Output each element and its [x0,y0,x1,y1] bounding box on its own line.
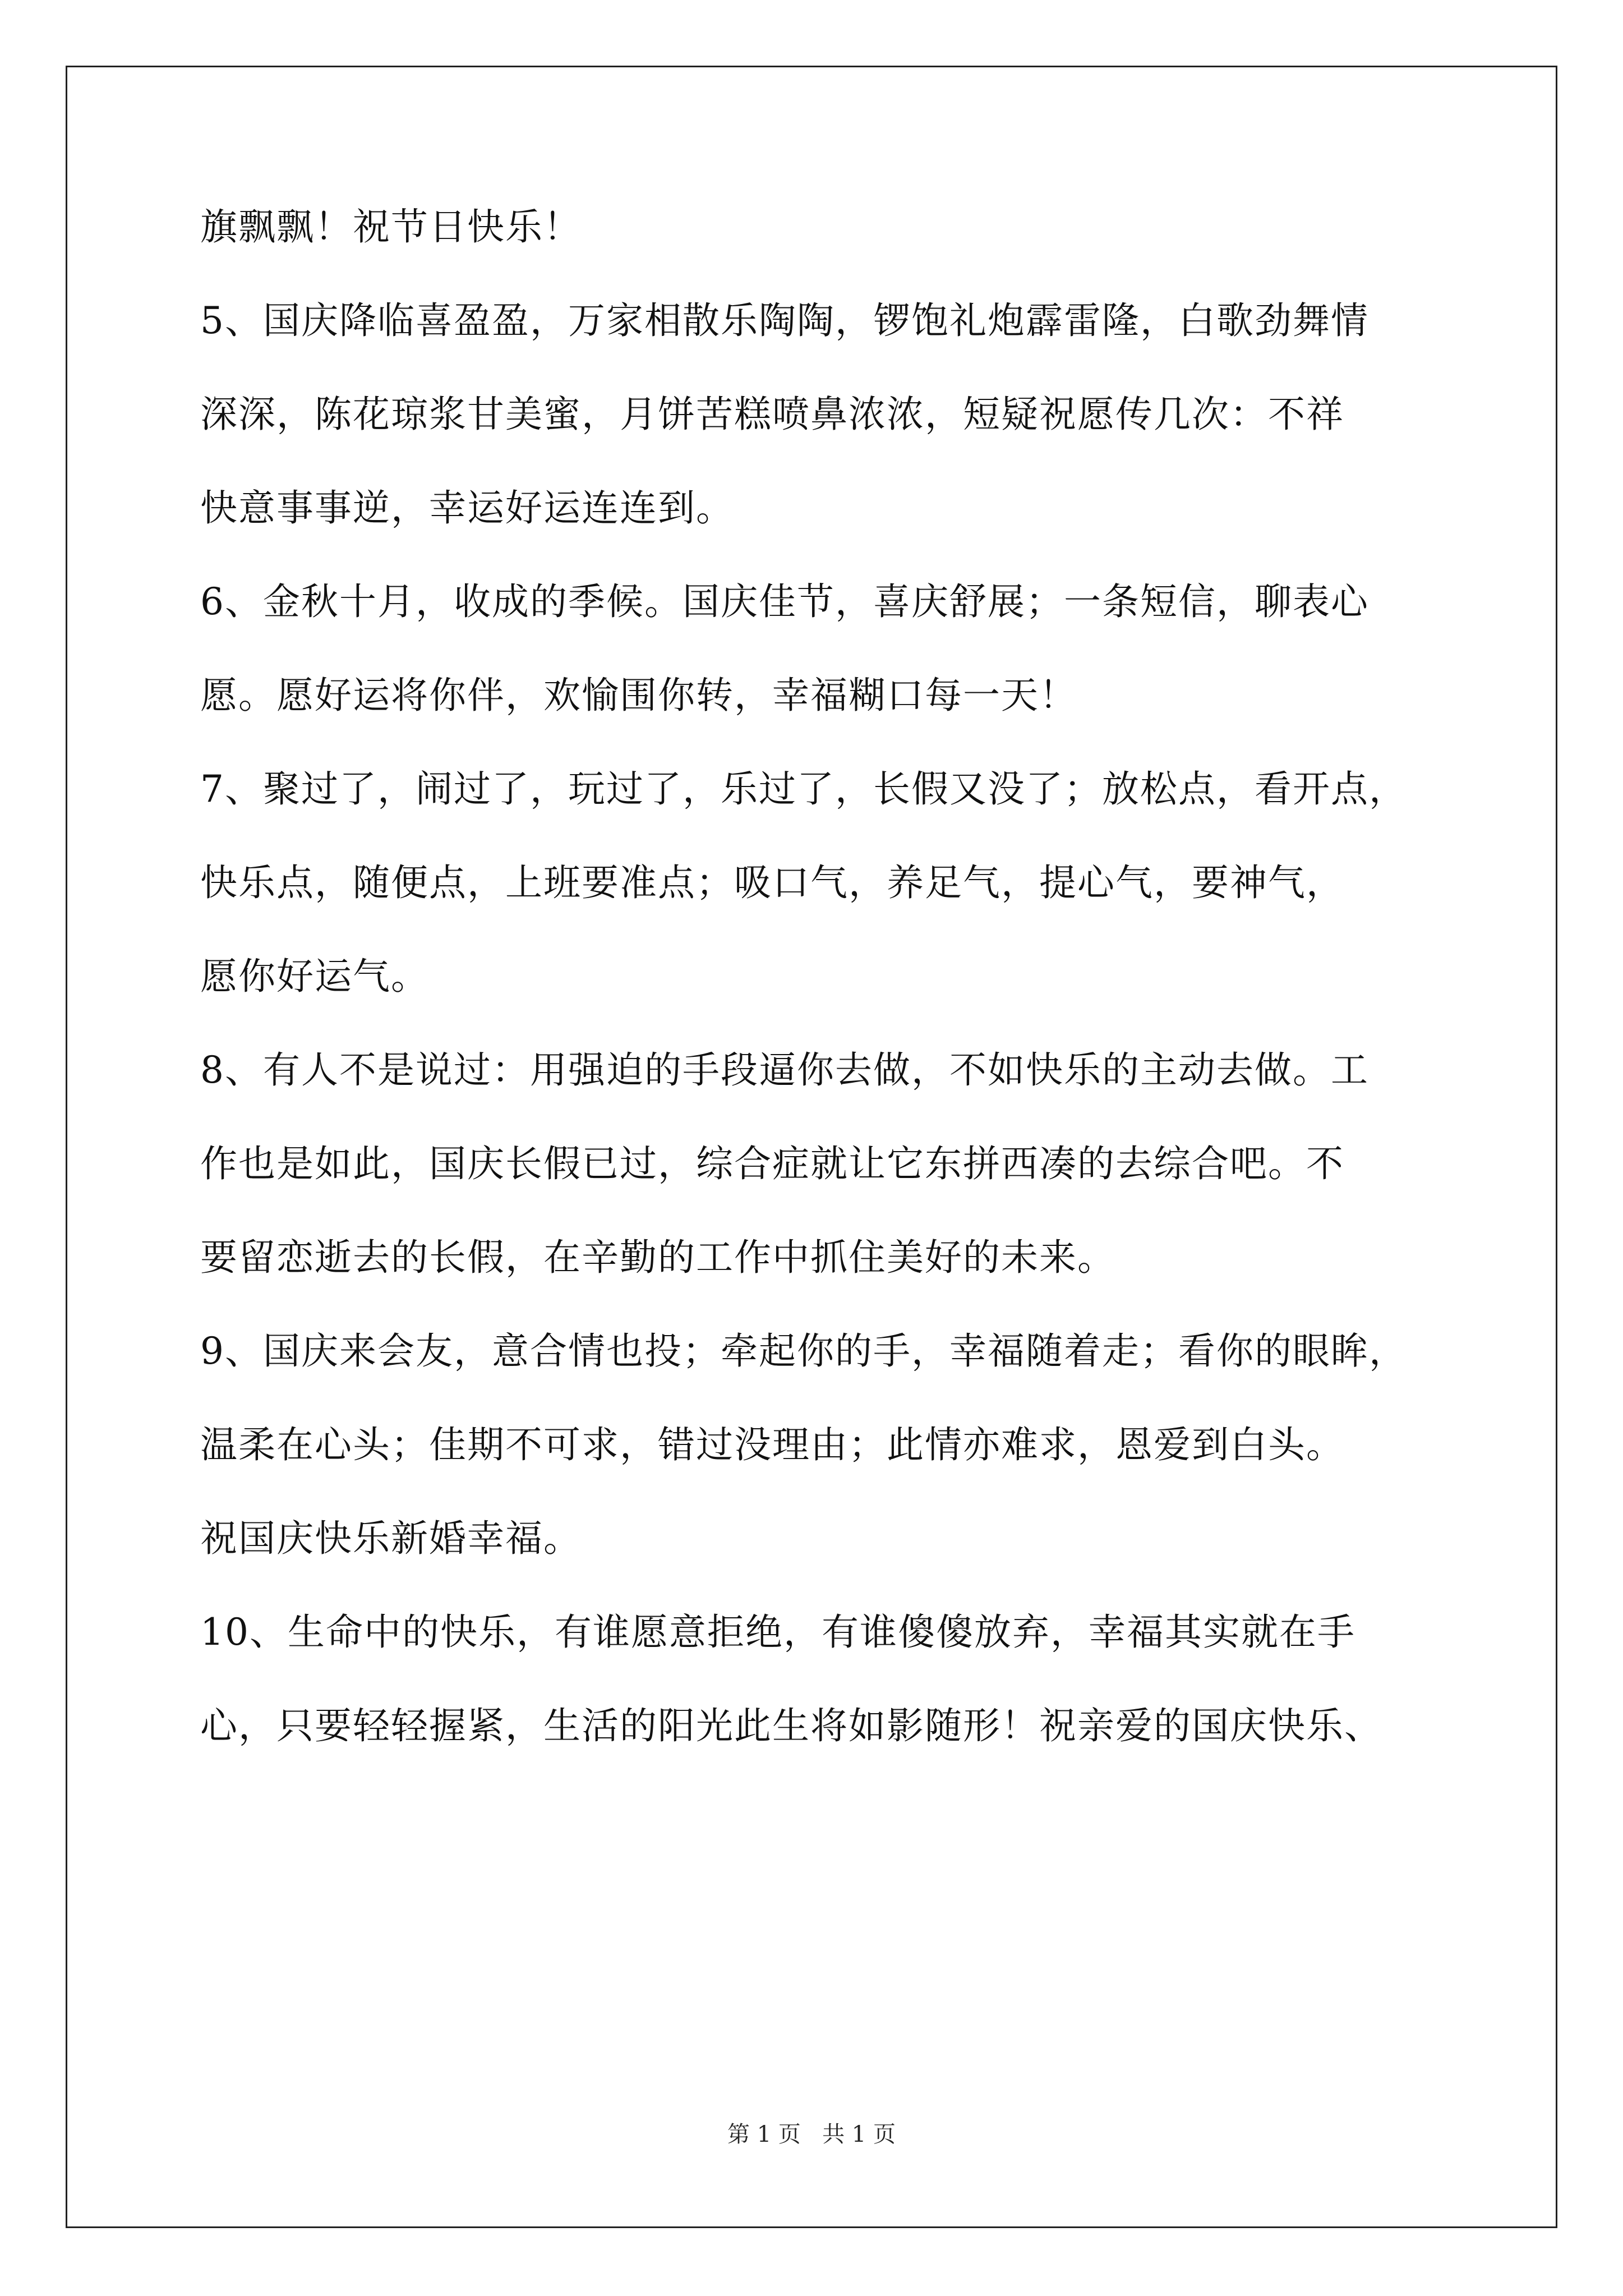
text-line: 8、有人不是说过：用强迫的手段逼你去做，不如快乐的主动去做。工 [200,1048,1369,1092]
text-line: 旗飘飘！祝节日快乐！ [200,205,582,249]
text-line: 作也是如此，国庆长假已过，综合症就让它东拼西凑的去综合吧。不 [200,1142,1344,1185]
text-line: 要留恋逝去的长假，在辛勤的工作中抓住美好的未来。 [200,1236,1115,1279]
text-line: 愿你好运气。 [200,955,429,998]
text-line: 7、聚过了，闹过了，玩过了，乐过了，长假又没了；放松点，看开点， [200,767,1407,811]
page-footer: 第 1 页 共 1 页 [727,2122,896,2147]
text-line: 愿。愿好运将你伴，欢愉围你转，幸福糊口每一天！ [200,674,1077,717]
text-line: 温柔在心头；佳期不可求，错过没理由；此情亦难求，恩爱到白头。 [200,1423,1344,1466]
text-line: 心，只要轻轻握紧，生活的阳光此生将如影随形！祝亲爱的国庆快乐、 [200,1704,1382,1747]
text-line: 9、国庆来会友，意合情也投；牵起你的手，幸福随着走；看你的眼眸， [200,1329,1407,1373]
text-line: 快意事事逆，幸运好运连连到。 [200,486,734,530]
text-line: 快乐点，随便点，上班要准点；吸口气，养足气，提心气，要神气， [200,861,1344,904]
text-line: 6、金秋十月，收成的季候。国庆佳节，喜庆舒展；一条短信，聊表心 [200,580,1369,623]
text-line: 5、国庆降临喜盈盈，万家相散乐陶陶，锣饱礼炮霹雷隆，白歌劲舞情 [200,299,1369,342]
text-line: 深深，陈花琼浆甘美蜜，月饼苦糕喷鼻浓浓，短疑祝愿传几次：不祥 [200,393,1344,436]
text-line: 10、生命中的快乐，有谁愿意拒绝，有谁傻傻放弃，幸福其实就在手 [200,1611,1355,1654]
text-line: 祝国庆快乐新婚幸福。 [200,1517,582,1560]
